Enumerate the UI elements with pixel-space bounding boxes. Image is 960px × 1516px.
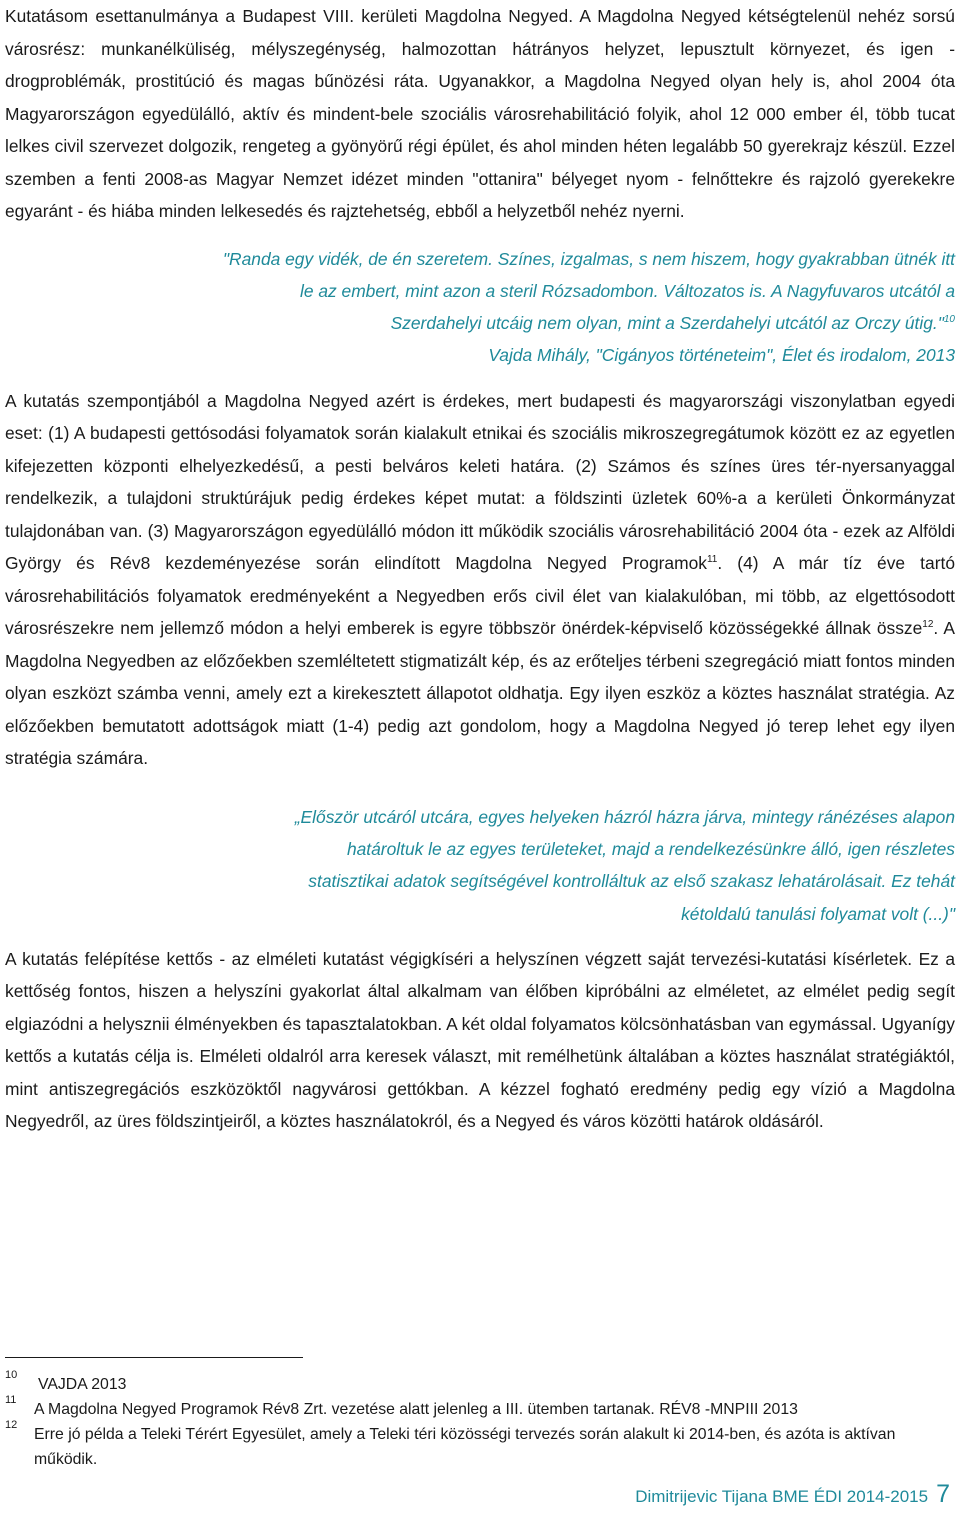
page-footer — [635, 1480, 950, 1509]
paragraph-intro-text: a Budapest VIII. kerületi Magdolna Negyed. A Magdolna Negyed kétségtelenül nehéz sorsú városrész: munkanélküliség, mélyszegénység, halmozottan hátrányos helyzet, lepusztult környezet, és igen - drogproblémák, prostitúció és magas bűnözési ráta. Ugyanakkor, a Magdolna Negyed olyan hely is, ahol 2004 óta Magyarországon egyedülálló, aktív és mindent-bele szociális városrehabilitáció folyik, ahol 12 000 ember él, több tucat lelkes civil szervezet dolgozik, rengeteg a gyönyörű régi épület, és ahol minden héten legalább 50 gyerekrajz készül. Ezzel szemben a fenti 2008-as Magyar Nemzet idézet minden "ottanira" bélyeget nyom - felnőttekre és rajzoló gyerekekre egyaránt - és hiába minden lelkesedés és rajztehetség, ebből a helyzetből nehéz nyerni. — [5, 6, 955, 221]
paragraph-research-text-1: A kutatás szempontjából a — [5, 390, 225, 411]
paragraph-intro-lead: Kutatásom esettanulmánya — [5, 6, 219, 26]
footnote-11 — [5, 1394, 950, 1422]
quote-vajda — [99, 243, 955, 372]
paragraph-structure-text-1: - az elméleti kutatást végigkíséri a helyszínen végzett saját tervezési-kutatási kísérletek. Ez a kettőség fontos, hiszen a helyszíni gyakorlat által alkalmam van élőben kipróbálni az elméletet, az elmélet pedig segít elgiazódni a helysznii élményekben és tapasztalatokban. A két oldal folyamatos kölcsönhatásban van egymással. Ugyanígy kettős a kutatás — [5, 948, 955, 1067]
quote-method-line-2: határoltuk le az egyes területeket, majd a rendelkezésünkre álló, igen részletes — [346, 838, 955, 859]
footnote-10 — [5, 1369, 950, 1397]
footnote-ref-10: 10 — [943, 314, 955, 326]
footnote-text: A Magdolna Negyed Programok Rév8 Zrt. vezetése alatt jelenleg a III. ütemben tartanak. RÉV8 -MNPIII 2013 — [34, 1401, 798, 1418]
page-number: 7 — [936, 1480, 950, 1508]
paragraph-research-text-3: . (4) A már tíz éve tartó városrehabilitációs folyamatok eredményeként a Negyedben erős civil élet van kialakulóban, mi több, az elgettósodott városrészekre nem jellemző módon a helyi emberek is egyre többször önérdek-képviselő közösségekké állnak össze — [5, 553, 955, 639]
paragraph-intro — [5, 0, 955, 228]
document-page — [5, 0, 955, 1138]
paragraph-research-relevance — [5, 385, 955, 775]
quote-method-line-4: kétoldalú tanulási folyamat volt (...)" — [681, 903, 955, 924]
quote-vajda-line-2: le az embert, mint azon a steril Rózsadombon. Változatos is. A Nagyfuvaros utcától a — [299, 280, 955, 301]
highlight-magdolna-negyed: Magdolna Negyed — [224, 390, 369, 411]
footnotes — [5, 1369, 950, 1472]
paragraph-structure-lead: A kutatás felépítése kettős — [5, 948, 213, 969]
footnote-12 — [5, 1419, 950, 1472]
quote-vajda-citation: Vajda Mihály, "Cigányos történeteim", Élet és irodalom, 2013 — [488, 345, 955, 366]
quote-method-line-1: „Először utcáról utcára, egyes helyeken házról házra járva, mintegy ránézéses alapon — [294, 806, 955, 827]
footer-author: Dimitrijevic Tijana BME ÉDI 2014-2015 — [635, 1487, 929, 1506]
footnote-text: Erre jó példa a Teleki Térért Egyesület, amely a Teleki téri közösségi tervezés során alakult ki 2014-ben, és azóta is aktívan működik. — [34, 1426, 896, 1468]
footnote-ref-12: 12 — [922, 619, 934, 631]
quote-method-line-3: statisztikai adatok segítségével kontrolláltuk az első szakasz lehatárolásait. Ez tehát — [308, 871, 955, 892]
highlight-celja: célja — [134, 1046, 171, 1067]
footnote-separator — [5, 1357, 303, 1358]
quote-vajda-line-1: "Randa egy vidék, de én szeretem. Színes, izgalmas, s nem hiszem, hogy gyakrabban ütnék itt — [222, 248, 955, 269]
paragraph-research-text-4: . A Magdolna Negyedben az előzőekben szemléltetett stigmatizált kép, és az erőteljes térbeni szegregáció miatt fontos minden olyan eszközt számba venni, amely ezt a kirekesztett állapotot oldhatja. Egy ilyen eszköz a köztes használat stratégia. Az előzőekben bemutatott adottságok miatt (1-4) pedig azt gondolom, hogy a Magdolna Negyed jó terep lehet egy ilyen stratégia számára. — [5, 618, 955, 769]
footnote-text: VAJDA 2013 — [38, 1376, 127, 1393]
footnote-number: 12 — [5, 1419, 18, 1431]
paragraph-research-text-2: azért is érdekes, mert budapesti és magyarországi viszonylatban egyedi eset: (1) A budapesti gettósodási folyamatok során kialakult etnikai és szociális mikroszegregátumok között ez az egyetlen kifejezetten központi elhelyezkedésű, a pesti belváros keleti határa. (2) Számos és színes üres tér-nyersanyaggal rendelkezik, a tulajdoni struktúrájuk pedig érdekes képet mutat: a földszinti üzletek 60%-a a kerületi Önkormányzat tulajdonában van. (3) Magyarországon egyedülálló módon itt működik szociális városrehabilitáció 2004 óta - ezek az Alföldi György és Rév8 kezdeményezése során elindított Magdolna Negyed Programok — [5, 390, 955, 574]
footnote-number: 10 — [5, 1369, 18, 1381]
footnote-number: 11 — [5, 1394, 17, 1406]
paragraph-structure-text-2: is. Elméleti oldalról arra keresek választ, mit remélhetünk általában a köztes használat stratégiáktól, mint antiszegregációs eszközöktől nagyvárosi gettókban. A kézzel fogható eredmény pedig egy vízió a Magdolna Negyedről, az üres földszintjeiről, a köztes használatokról, és a Negyed és város közötti határok oldásáról. — [5, 1046, 955, 1132]
quote-method — [145, 801, 955, 930]
footnote-ref-11: 11 — [706, 554, 718, 566]
paragraph-research-structure — [5, 943, 955, 1138]
quote-vajda-line-3: Szerdahelyi utcáig nem olyan, mint a Szerdahelyi utcától az Orczy útig." — [390, 313, 944, 334]
